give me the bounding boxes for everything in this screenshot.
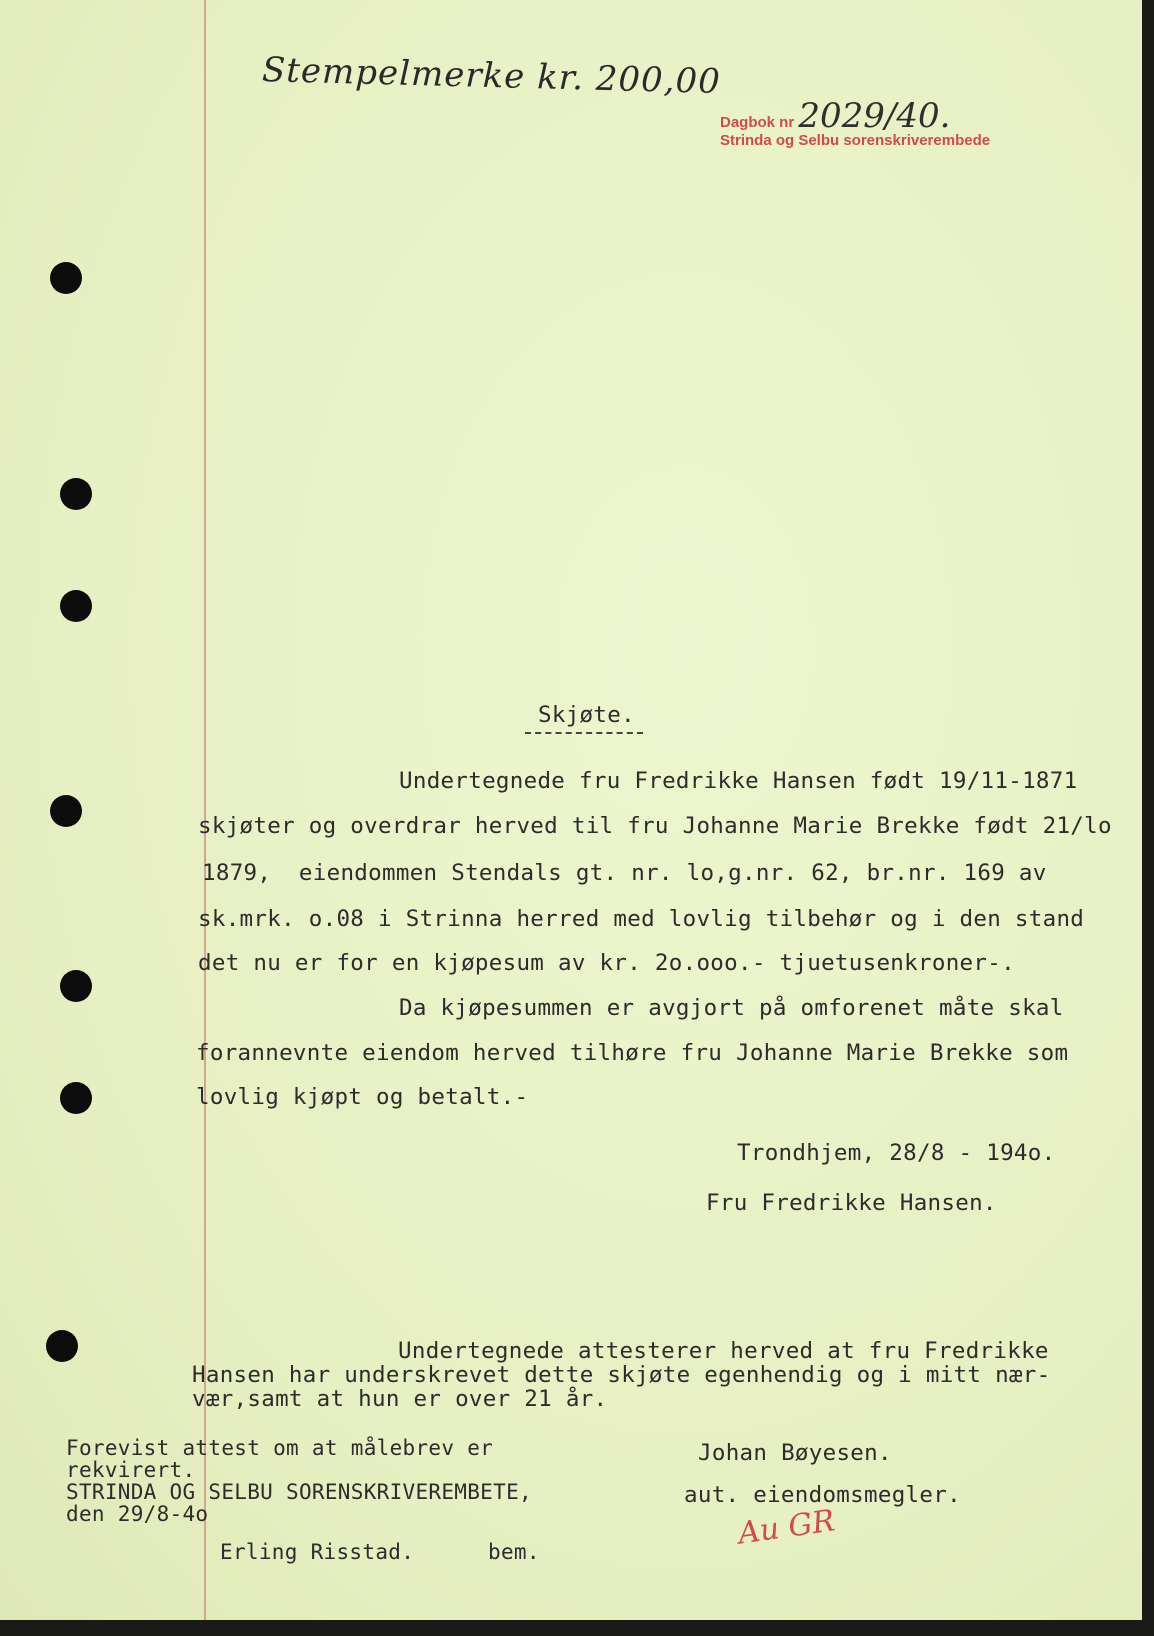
clerk-name: Erling Risstad.: [220, 1540, 415, 1564]
body-line: Da kjøpesummen er avgjort på omforenet måte skal: [399, 995, 1064, 1021]
journal-prefix: Dagbok nr: [720, 114, 795, 131]
seller-signature: Fru Fredrikke Hansen.: [706, 1190, 997, 1216]
document-title: Skjøte.: [538, 702, 635, 728]
body-line: forannevnte eiendom herved tilhøre fru Johanne Marie Brekke som: [196, 1040, 1069, 1066]
body-line: skjøter og overdrar herved til fru Johanne Marie Brekke født 21/lo: [198, 813, 1112, 839]
clerk-abbrev: bem.: [488, 1540, 540, 1564]
punch-hole: [60, 478, 92, 510]
body-line: 1879, eiendommen Stendals gt. nr. lo,g.nr. 62, br.nr. 169 av: [202, 860, 1047, 886]
body-line: Undertegnede fru Fredrikke Hansen født 19/11-1871: [399, 768, 1078, 794]
punch-hole: [50, 262, 82, 294]
punch-hole: [60, 1082, 92, 1114]
punch-hole: [46, 1330, 78, 1362]
registry-note-line: den 29/8-4o: [66, 1502, 209, 1526]
punch-hole: [60, 970, 92, 1002]
registry-note-line: STRINDA OG SELBU SORENSKRIVEREMBETE,: [66, 1480, 532, 1504]
body-line: sk.mrk. o.08 i Strinna herred med lovlig tilbehør og i den stand: [198, 906, 1085, 932]
body-line: lovlig kjøpt og betalt.-: [196, 1084, 529, 1110]
title-underline: [525, 732, 643, 734]
punch-hole: [60, 590, 92, 622]
attestation-line: vær,samt at hun er over 21 år.: [192, 1386, 608, 1412]
punch-hole: [50, 795, 82, 827]
handwritten-initials: Au GR: [736, 1503, 838, 1552]
registry-note-line: Forevist attest om at målebrev er: [66, 1436, 494, 1460]
office-stamp: Strinda og Selbu sorenskriverembede: [720, 132, 991, 149]
witness-title: aut. eiendomsmegler.: [684, 1482, 961, 1508]
body-line: det nu er for en kjøpesum av kr. 2o.ooo.- tjuetusenkroner-.: [198, 950, 1015, 976]
place-date: Trondhjem, 28/8 - 194o.: [737, 1140, 1056, 1166]
witness-name: Johan Bøyesen.: [698, 1440, 892, 1466]
stamp-duty-note: Stempelmerke kr. 200,00: [261, 50, 722, 103]
journal-number: 2029/40.: [798, 96, 951, 136]
journal-stamp: [720, 96, 990, 149]
registry-note-line: rekvirert.: [66, 1458, 196, 1482]
attestation-line: Hansen har underskrevet dette skjøte egenhendig og i mitt nær-: [192, 1362, 1051, 1388]
attestation-line: Undertegnede attesterer herved at fru Fredrikke: [398, 1338, 1049, 1364]
